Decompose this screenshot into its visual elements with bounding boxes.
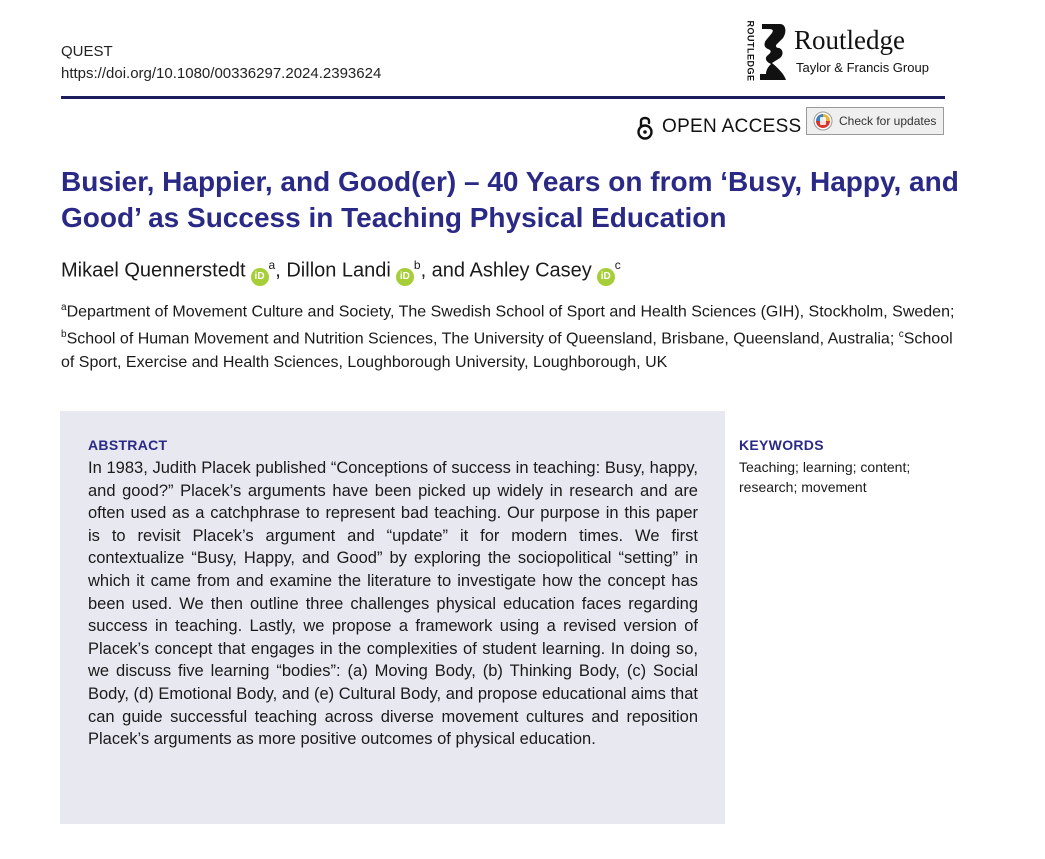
author-name[interactable]: Mikael Quennerstedt: [61, 259, 246, 282]
keywords-heading: KEYWORDS: [739, 437, 824, 453]
open-access-label: OPEN ACCESS: [662, 116, 802, 137]
orcid-icon[interactable]: iD: [396, 268, 414, 286]
affiliation-text: School of Human Movement and Nutrition Sciences, The University of Queensland, Brisbane, Queensland, Australia;: [66, 330, 899, 348]
author-separator: , and: [420, 259, 470, 282]
affiliation-text: School of Sport, Exercise and Health Sciences, Loughborough University, Loughborough, UK: [61, 330, 953, 371]
affiliations: [61, 296, 961, 374]
doi-link[interactable]: https://doi.org/10.1080/00336297.2024.2393624: [61, 65, 382, 82]
header-rule: [61, 96, 945, 99]
publisher-logo[interactable]: [742, 22, 947, 82]
author-list: [61, 251, 621, 286]
abstract-text: In 1983, Judith Placek published “Conceptions of success in teaching: Busy, happy, and good?” Placek’s arguments have been picked up widely in research and are often used as a catchphrase to represent bad teaching. Our purpose in this paper is to revisit Placek’s argument and “update” it for modern times. We first contextualize “Busy, Happy, and Good” by exploring the sociopolitical “setting” in which it came from and examine the literature to investigate how the concept has been used. We then outline three challenges physical education faces regarding success in teaching. Lastly, we propose a framework using a revised version of Placek’s concept that engages in the complexities of student learning. In doing so, we discuss five learning “bodies”: (a) Moving Body, (b) Thinking Body, (c) Social Body, (d) Emotional Body, and (e) Cultural Body, and propose educational aims that can guide successful teaching across diverse movement cultures and reposition Placek’s arguments as more positive outcomes of physical education.: [88, 459, 698, 749]
author-separator: ,: [275, 259, 287, 282]
affiliation-mark: b: [61, 329, 67, 341]
publisher-vertical-mark: ROUTLEDGE: [745, 20, 756, 82]
open-access-badge: [636, 112, 802, 142]
affiliation-mark: c: [898, 329, 904, 341]
journal-name: QUEST: [61, 43, 113, 60]
abstract-heading: ABSTRACT: [88, 437, 168, 453]
publisher-name: Routledge: [794, 25, 905, 55]
check-updates-button[interactable]: [806, 107, 944, 135]
author-affiliation-mark: a: [268, 258, 276, 272]
author-affiliation-mark: b: [413, 258, 421, 272]
publisher-group: Taylor & Francis Group: [796, 60, 929, 75]
author-affiliation-mark: c: [614, 258, 621, 272]
crossmark-icon: [813, 111, 833, 131]
open-lock-icon: [636, 114, 654, 140]
affiliation-mark: a: [61, 302, 67, 313]
check-updates-label: Check for updates: [839, 114, 937, 128]
author-name[interactable]: Ashley Casey: [469, 259, 592, 282]
orcid-icon[interactable]: iD: [251, 268, 269, 286]
affiliation-text: Department of Movement Culture and Society, The Swedish School of Sport and Health Sciences (GIH), Stockholm, Sweden;: [66, 303, 955, 321]
keywords-text: Teaching; learning; content; research; movement: [739, 459, 911, 495]
routledge-head-icon: [758, 22, 788, 82]
orcid-icon[interactable]: iD: [597, 268, 615, 286]
author-name[interactable]: Dillon Landi: [286, 259, 391, 282]
article-title: Busier, Happier, and Good(er) – 40 Years on from ‘Busy, Happy, and Good’ as Success in Teaching Physical Education: [61, 166, 959, 233]
